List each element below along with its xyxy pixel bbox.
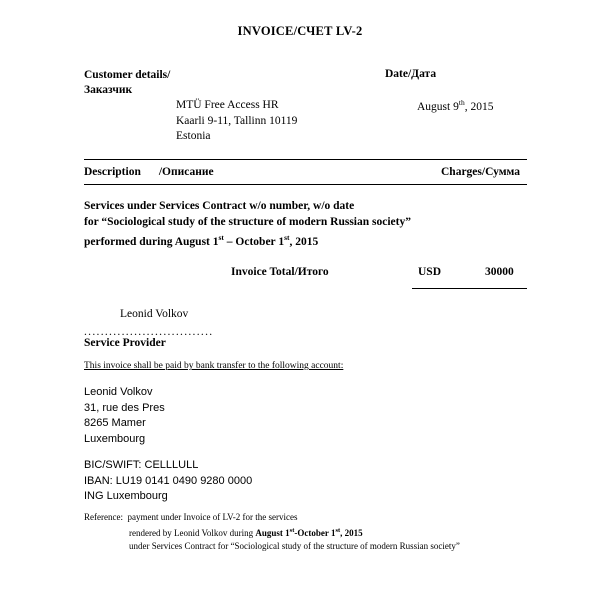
description-column-header	[84, 166, 214, 178]
services-line-2: for “Sociological study of the structure of modern Russian society”	[84, 216, 411, 228]
reference-line-2-prefix: rendered by Leonid Volkov during	[129, 528, 256, 538]
reference-line-2-sup2: st	[335, 527, 341, 534]
services-description	[84, 198, 411, 250]
bank-details-spacer	[84, 447, 252, 458]
reference-line-2-bold3: , 2015	[340, 528, 363, 538]
customer-address-line: Estonia	[176, 130, 211, 142]
date-value-sup: th	[458, 98, 465, 107]
services-line-3-suffix: , 2015	[289, 235, 319, 248]
customer-details-label	[84, 68, 170, 98]
signature-name: Leonid Volkov	[120, 308, 189, 320]
bank-iban: IBAN: LU19 0141 0490 9280 0000	[84, 474, 253, 487]
divider-top	[84, 159, 527, 160]
services-line-3-prefix: performed during August 1	[84, 235, 219, 248]
customer-address-line: Kaarli 9-11, Tallinn 10119	[176, 114, 298, 127]
charges-column-header: Charges/Сумма	[441, 166, 521, 178]
customer-address-line: MTÜ Free Access HR	[176, 99, 279, 111]
signature-dotted-line: ...............................	[84, 326, 214, 338]
services-line-1: Services under Services Contract w/o number, w/o date	[84, 200, 355, 212]
bank-account-city: 8265 Mamer	[84, 417, 146, 429]
services-line-3-sup1: st	[218, 233, 224, 242]
bank-account-name: Leonid Volkov	[84, 386, 153, 398]
services-line-3-mid: – October 1	[223, 235, 285, 248]
reference-line-1	[84, 511, 460, 524]
invoice-total-label: Invoice Total/Итого	[231, 266, 329, 278]
bank-details	[84, 385, 252, 505]
reference-line-2-bold1: August 1	[255, 528, 290, 538]
reference-line-2-bold2: -October 1	[294, 528, 336, 538]
service-provider-label: Service Provider	[84, 337, 166, 349]
customer-details-label-en: Customer details/	[84, 69, 171, 81]
divider-under-headers	[84, 184, 527, 185]
description-column-header-ru: /Описание	[158, 166, 214, 178]
divider-under-total	[412, 288, 527, 289]
customer-details-label-ru: Заказчик	[84, 84, 133, 96]
payment-instruction-note: This invoice shall be paid by bank transfer to the following account:	[84, 361, 344, 371]
reference-line-2-sup1: st	[289, 527, 295, 534]
reference-label: Reference:	[84, 512, 123, 522]
bank-name: ING Luxembourg	[84, 490, 168, 502]
date-value-prefix: August 9	[417, 100, 459, 113]
date-label: Date/Дата	[385, 68, 437, 80]
date-value-suffix: , 2015	[464, 100, 494, 113]
services-line-3	[84, 230, 411, 250]
bank-account-street: 31, rue des Pres	[84, 401, 165, 414]
payment-reference	[84, 511, 460, 553]
services-line-3-sup2: st	[284, 233, 290, 242]
reference-line-3: under Services Contract for “Sociological study of the structure of modern Russian society”	[129, 541, 460, 551]
page-title: INVOICE/СЧЕТ LV-2	[237, 24, 363, 38]
description-column-header-en: Description	[84, 166, 141, 178]
customer-address	[176, 98, 297, 145]
reference-line-2	[84, 524, 460, 540]
bank-bic: BIC/SWIFT: CELLLULL	[84, 459, 199, 471]
bank-account-country: Luxembourg	[84, 432, 146, 445]
date-value	[417, 98, 493, 113]
invoice-amount: 30000	[485, 266, 514, 278]
invoice-currency: USD	[418, 266, 442, 278]
reference-line-1-text: payment under Invoice of LV-2 for the services	[127, 512, 298, 522]
